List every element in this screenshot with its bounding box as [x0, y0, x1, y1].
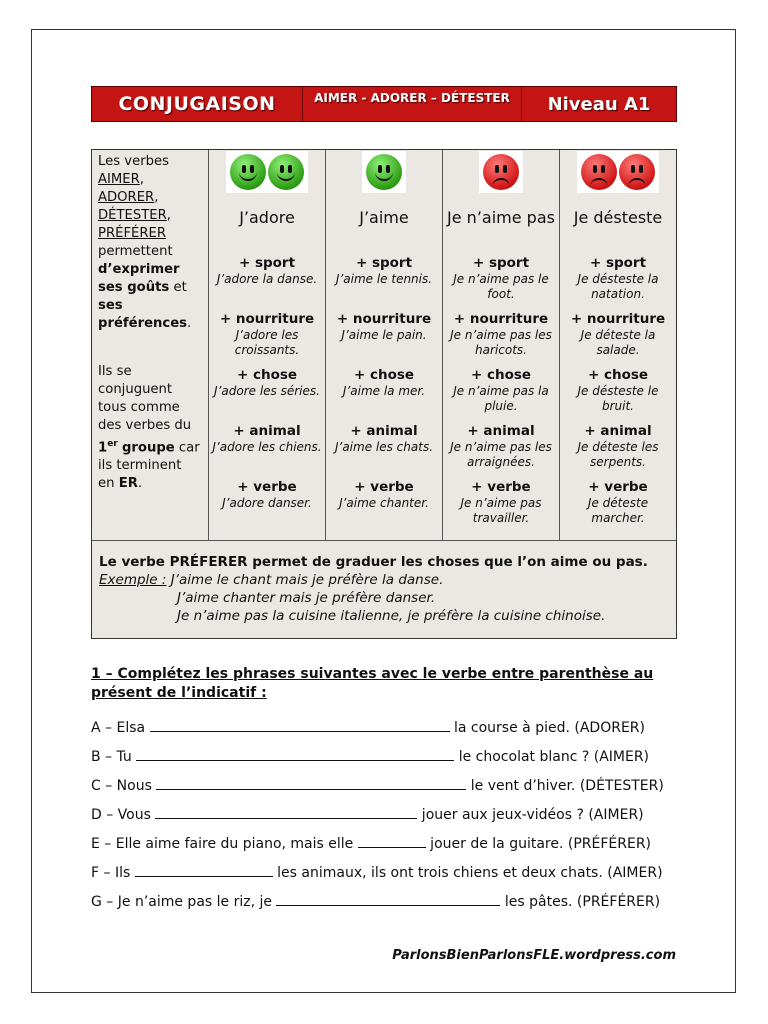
usage-example: J’aime le tennis. [335, 272, 433, 286]
intro-text: car ils terminent en [98, 440, 200, 492]
usage-example: Je n’aime pas travailler. [460, 496, 542, 525]
exercise-sentence [91, 743, 681, 772]
verb-preferer: PRÉFÉRER [98, 226, 167, 241]
usage-item [326, 479, 442, 535]
intro-bold: d’exprimer ses goûts [98, 262, 180, 295]
usage-item [326, 311, 442, 367]
exercise-sentence [91, 888, 681, 917]
intro-column: Les verbes AIMER, ADORER, DÉTESTER, PRÉFÉRER permettent d’exprimer ses goûts et ses préférences. Ils se conjuguent tous comme des verbes du 1er groupe car ils terminent en ER. [92, 150, 209, 540]
usage-label: + verbe [471, 479, 531, 495]
usage-item [560, 311, 676, 367]
sentence-start: E – Elle aime faire du piano, mais elle [91, 836, 358, 852]
sentence-start: D – Vous [91, 807, 156, 823]
exercise-title: 1 – Complétez les phrases suivantes avec le verbe entre parenthèse au présent de l’indicatif : [91, 666, 654, 701]
happy-face-icon [268, 154, 304, 190]
feeling-column [209, 150, 326, 540]
usage-label: + verbe [588, 479, 648, 495]
banner-level: Niveau A1 [547, 93, 651, 115]
usage-item [560, 423, 676, 479]
sentence-start: A – Elsa [91, 720, 150, 736]
verb-adorer: ADORER [98, 190, 155, 205]
feeling-column [560, 150, 676, 540]
usage-example: J’adore danser. [222, 496, 312, 510]
intro-bold: ses préférences [98, 298, 188, 331]
usage-item [209, 255, 325, 311]
usage-label: + nourriture [570, 311, 666, 327]
exercise-section [91, 665, 681, 917]
usage-example: J’aime le pain. [341, 328, 427, 342]
usage-example: Je n’aime pas les arraignées. [450, 440, 552, 469]
usage-label: + sport [238, 255, 296, 271]
usage-label: + chose [353, 367, 415, 383]
answer-blank[interactable] [135, 864, 273, 877]
usage-example: Je désteste la natation. [577, 272, 659, 301]
feeling-column [443, 150, 560, 540]
usage-example: Je désteste le bruit. [577, 384, 659, 413]
column-heading: J’aime [359, 208, 409, 227]
answer-blank[interactable] [358, 835, 426, 848]
exercise-sentence [91, 859, 681, 888]
usage-example: J’adore la danse. [216, 272, 318, 286]
intro-text: permettent [98, 244, 173, 259]
intro-bold: ER [118, 476, 138, 492]
usage-example: J’adore les croissants. [234, 328, 300, 357]
column-heading: Je désteste [573, 208, 663, 227]
example-label: Exemple : [99, 572, 167, 588]
usage-label: + animal [467, 423, 535, 439]
column-heading: J’adore [239, 208, 295, 227]
usage-item [560, 367, 676, 423]
happy-face-icon [366, 154, 402, 190]
sentence-start: F – Ils [91, 865, 135, 881]
example-3: Je n’aime pas la cuisine italienne, je préfère la cuisine chinoise. [177, 608, 606, 624]
usage-item [209, 423, 325, 479]
usage-example: Je n’aime pas les haricots. [450, 328, 552, 357]
sad-face-icon [581, 154, 617, 190]
conjugation-table [91, 149, 677, 639]
usage-label: + chose [470, 367, 532, 383]
usage-example: Je n’aime pas le foot. [453, 272, 549, 301]
example-2: J’aime chanter mais je préfère danser. [177, 590, 436, 606]
usage-example: Je déteste les serpents. [577, 440, 659, 469]
banner-verbs: AIMER - ADORER – DÉTESTER [303, 87, 522, 121]
usage-label: + nourriture [453, 311, 549, 327]
sentence-end: les animaux, ils ont trois chiens et deux chats. (AIMER) [272, 865, 663, 881]
usage-item [443, 479, 559, 535]
sentence-end: jouer aux jeux-vidéos ? (AIMER) [417, 807, 644, 823]
header-banner [91, 86, 677, 122]
exercise-sentence [91, 801, 681, 830]
sentence-start: C – Nous [91, 778, 157, 794]
usage-item [326, 423, 442, 479]
intro-text: Les verbes [98, 154, 169, 169]
sentence-end: les pâtes. (PRÉFÉRER) [500, 894, 661, 910]
exercise-sentence [91, 830, 681, 859]
usage-example: J’aime la mer. [342, 384, 426, 398]
usage-label: + sport [589, 255, 647, 271]
usage-label: + animal [350, 423, 418, 439]
sentence-start: G – Je n’aime pas le riz, je [91, 894, 277, 910]
usage-item [560, 479, 676, 535]
usage-label: + animal [233, 423, 301, 439]
sad-face-icon [483, 154, 519, 190]
usage-label: + nourriture [219, 311, 315, 327]
answer-blank[interactable] [150, 719, 450, 732]
usage-label: + sport [472, 255, 530, 271]
usage-item [443, 367, 559, 423]
intro-bold: 1 [98, 440, 108, 456]
usage-label: + chose [236, 367, 298, 383]
intro-bold: groupe [121, 440, 175, 456]
sentence-end: la course à pied. (ADORER) [449, 720, 645, 736]
sentence-end: jouer de la guitare. (PRÉFÉRER) [425, 836, 652, 852]
usage-example: J’aime les chats. [334, 440, 434, 454]
usage-item [443, 255, 559, 311]
answer-blank[interactable] [155, 806, 417, 819]
happy-face-icon [230, 154, 266, 190]
usage-item [326, 367, 442, 423]
intro-sup: er [107, 439, 118, 449]
usage-label: + animal [584, 423, 652, 439]
usage-item [209, 311, 325, 367]
usage-label: + sport [355, 255, 413, 271]
column-heading: Je n’aime pas [447, 208, 555, 227]
usage-example: Je déteste marcher. [587, 496, 649, 525]
usage-label: + verbe [237, 479, 297, 495]
usage-item [560, 255, 676, 311]
usage-example: Je n’aime pas la pluie. [453, 384, 549, 413]
usage-item [209, 367, 325, 423]
exercise-sentence [91, 714, 681, 743]
sentence-end: le chocolat blanc ? (AIMER) [454, 749, 650, 765]
answer-blank[interactable] [136, 748, 454, 761]
usage-example: J’adore les chiens. [212, 440, 322, 454]
usage-item [326, 255, 442, 311]
sentence-end: le vent d’hiver. (DÉTESTER) [466, 778, 664, 794]
answer-blank[interactable] [156, 777, 466, 790]
sad-face-icon [619, 154, 655, 190]
exercise-sentence [91, 772, 681, 801]
usage-item [443, 311, 559, 367]
usage-label: + chose [587, 367, 649, 383]
intro-text: et [173, 280, 187, 295]
feeling-column [326, 150, 443, 540]
answer-blank[interactable] [276, 893, 500, 906]
footer-url: ParlonsBienParlonsFLE.wordpress.com [392, 948, 676, 963]
preferer-note [92, 540, 676, 638]
example-1: J’aime le chant mais je préfère la danse. [170, 572, 444, 588]
verb-detester: DÉTESTER [98, 208, 167, 223]
verb-aimer: AIMER [98, 172, 140, 187]
usage-item [209, 479, 325, 535]
usage-item [443, 423, 559, 479]
note-title: Le verbe PRÉFERER permet de graduer les choses que l’on aime ou pas. [99, 554, 648, 570]
usage-label: + verbe [354, 479, 414, 495]
banner-title: CONJUGAISON [92, 87, 303, 121]
usage-example: Je déteste la salade. [580, 328, 656, 357]
usage-label: + nourriture [336, 311, 432, 327]
sentence-start: B – Tu [91, 749, 137, 765]
usage-example: J’adore les séries. [214, 384, 320, 398]
usage-example: J’aime chanter. [339, 496, 429, 510]
intro-text: Ils se conjuguent tous comme des verbes du [98, 364, 192, 433]
